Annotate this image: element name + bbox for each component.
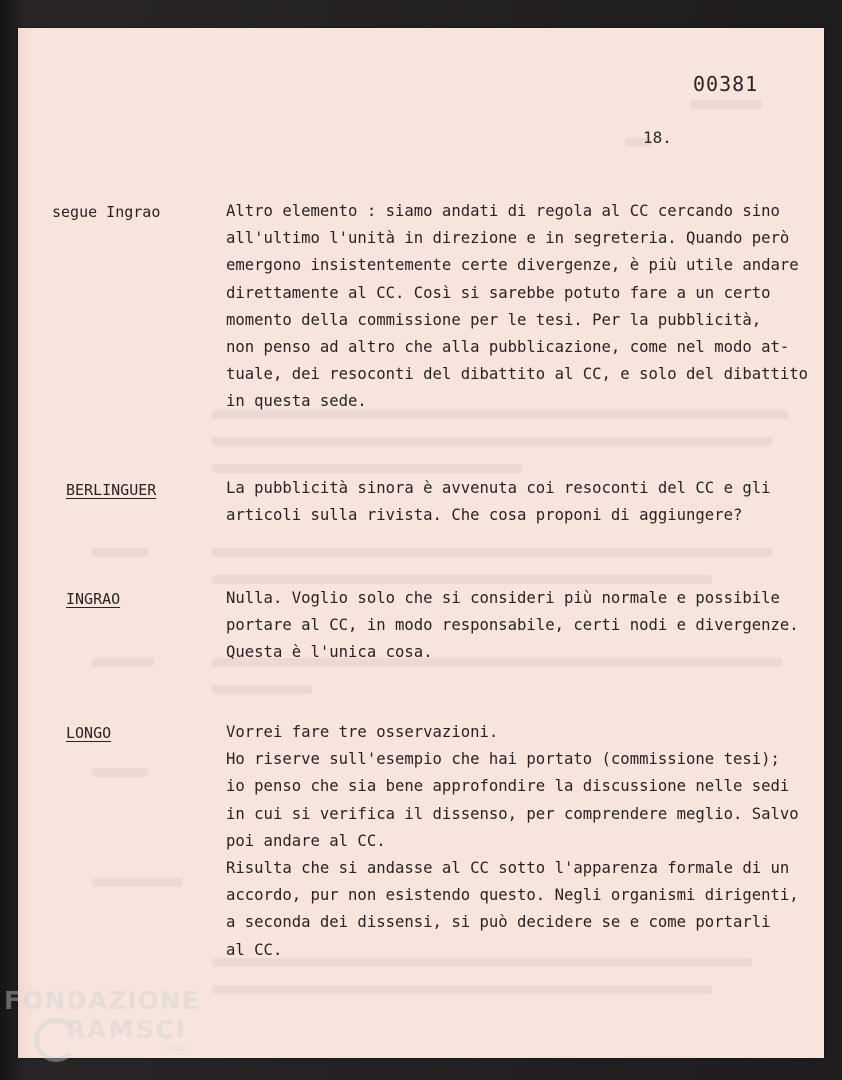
bleed-through-mark [92, 768, 148, 777]
text-line: Vorrei fare tre osservazioni. [226, 723, 499, 741]
text-line: io penso che sia bene approfondire la discussione nelle sedi [226, 777, 790, 796]
page-number: 18. [643, 128, 672, 147]
text-line: in cui si verifica il dissenso, per comprendere meglio. Salvo [226, 804, 799, 823]
text-line: momento della commissione per le tesi. Per la pubblicità, [226, 310, 762, 329]
speech-block [226, 475, 816, 529]
text-line: emergono insistentemente certe divergenze, è più utile andare [226, 256, 799, 275]
bleed-through-mark [212, 548, 772, 557]
bleed-through-mark [92, 548, 148, 557]
bleed-through-mark [92, 878, 182, 887]
text-line: Ho riserve sull'esempio che hai portato (commissione tesi); [226, 750, 780, 769]
bleed-through-mark [92, 658, 154, 667]
bleed-through-mark [212, 437, 772, 446]
watermark-line-2: RAMSCI [66, 1015, 188, 1044]
watermark-logo [4, 986, 200, 1054]
bleed-through-mark [212, 985, 712, 994]
bleed-through-mark [690, 100, 762, 109]
text-line: tuale, dei resoconti del dibattito al CC, e solo del dibattito [226, 365, 809, 384]
text-line: articoli sulla rivista. Che cosa proponi di aggiungere? [226, 506, 743, 525]
speaker-label: LONGO [66, 724, 112, 742]
text-line: accordo, pur non esistendo questo. Negli organismi dirigenti, [226, 886, 799, 905]
text-line: Nulla. Voglio solo che si consideri più normale e possibile [226, 589, 780, 607]
speaker-label: segue Ingrao [52, 203, 161, 221]
text-line: La pubblicità sinora è avvenuta coi resoconti del CC e gli [226, 479, 771, 497]
text-line: Altro elemento : siamo andati di regola al CC cercando sino [226, 202, 780, 220]
page-edge-shadow [18, 28, 34, 1058]
watermark-line-1: FONDAZIONE [4, 986, 201, 1015]
speech-block [226, 198, 816, 416]
text-line: portare al CC, in modo responsabile, certi nodi e divergenze. [226, 616, 799, 635]
speaker-label: BERLINGUER [66, 481, 157, 499]
text-line: al CC. [226, 940, 283, 959]
text-line: all'ultimo l'unità in direzione e in segreteria. Quando però [226, 229, 790, 248]
speech-block [226, 719, 816, 964]
text-line: a seconda dei dissensi, si può decidere se e come portarli [226, 913, 771, 932]
watermark-line-3: onlus [164, 1044, 189, 1054]
speaker-label: INGRAO [66, 590, 121, 608]
bleed-through-mark [212, 685, 312, 694]
text-line: direttamente al CC. Così si sarebbe potuto fare a un certo [226, 283, 771, 302]
text-line: poi andare al CC. [226, 831, 386, 850]
text-line: Questa è l'unica cosa. [226, 643, 433, 662]
text-line: non penso ad altro che alla pubblicazione, come nel modo at- [226, 337, 790, 356]
speech-block [226, 585, 816, 667]
document-number: 00381 [693, 72, 759, 96]
text-line: Risulta che si andasse al CC sotto l'apparenza formale di un [226, 858, 790, 877]
bleed-through-mark [212, 464, 522, 473]
text-line: in questa sede. [226, 392, 367, 411]
bleed-through-mark [212, 575, 712, 584]
